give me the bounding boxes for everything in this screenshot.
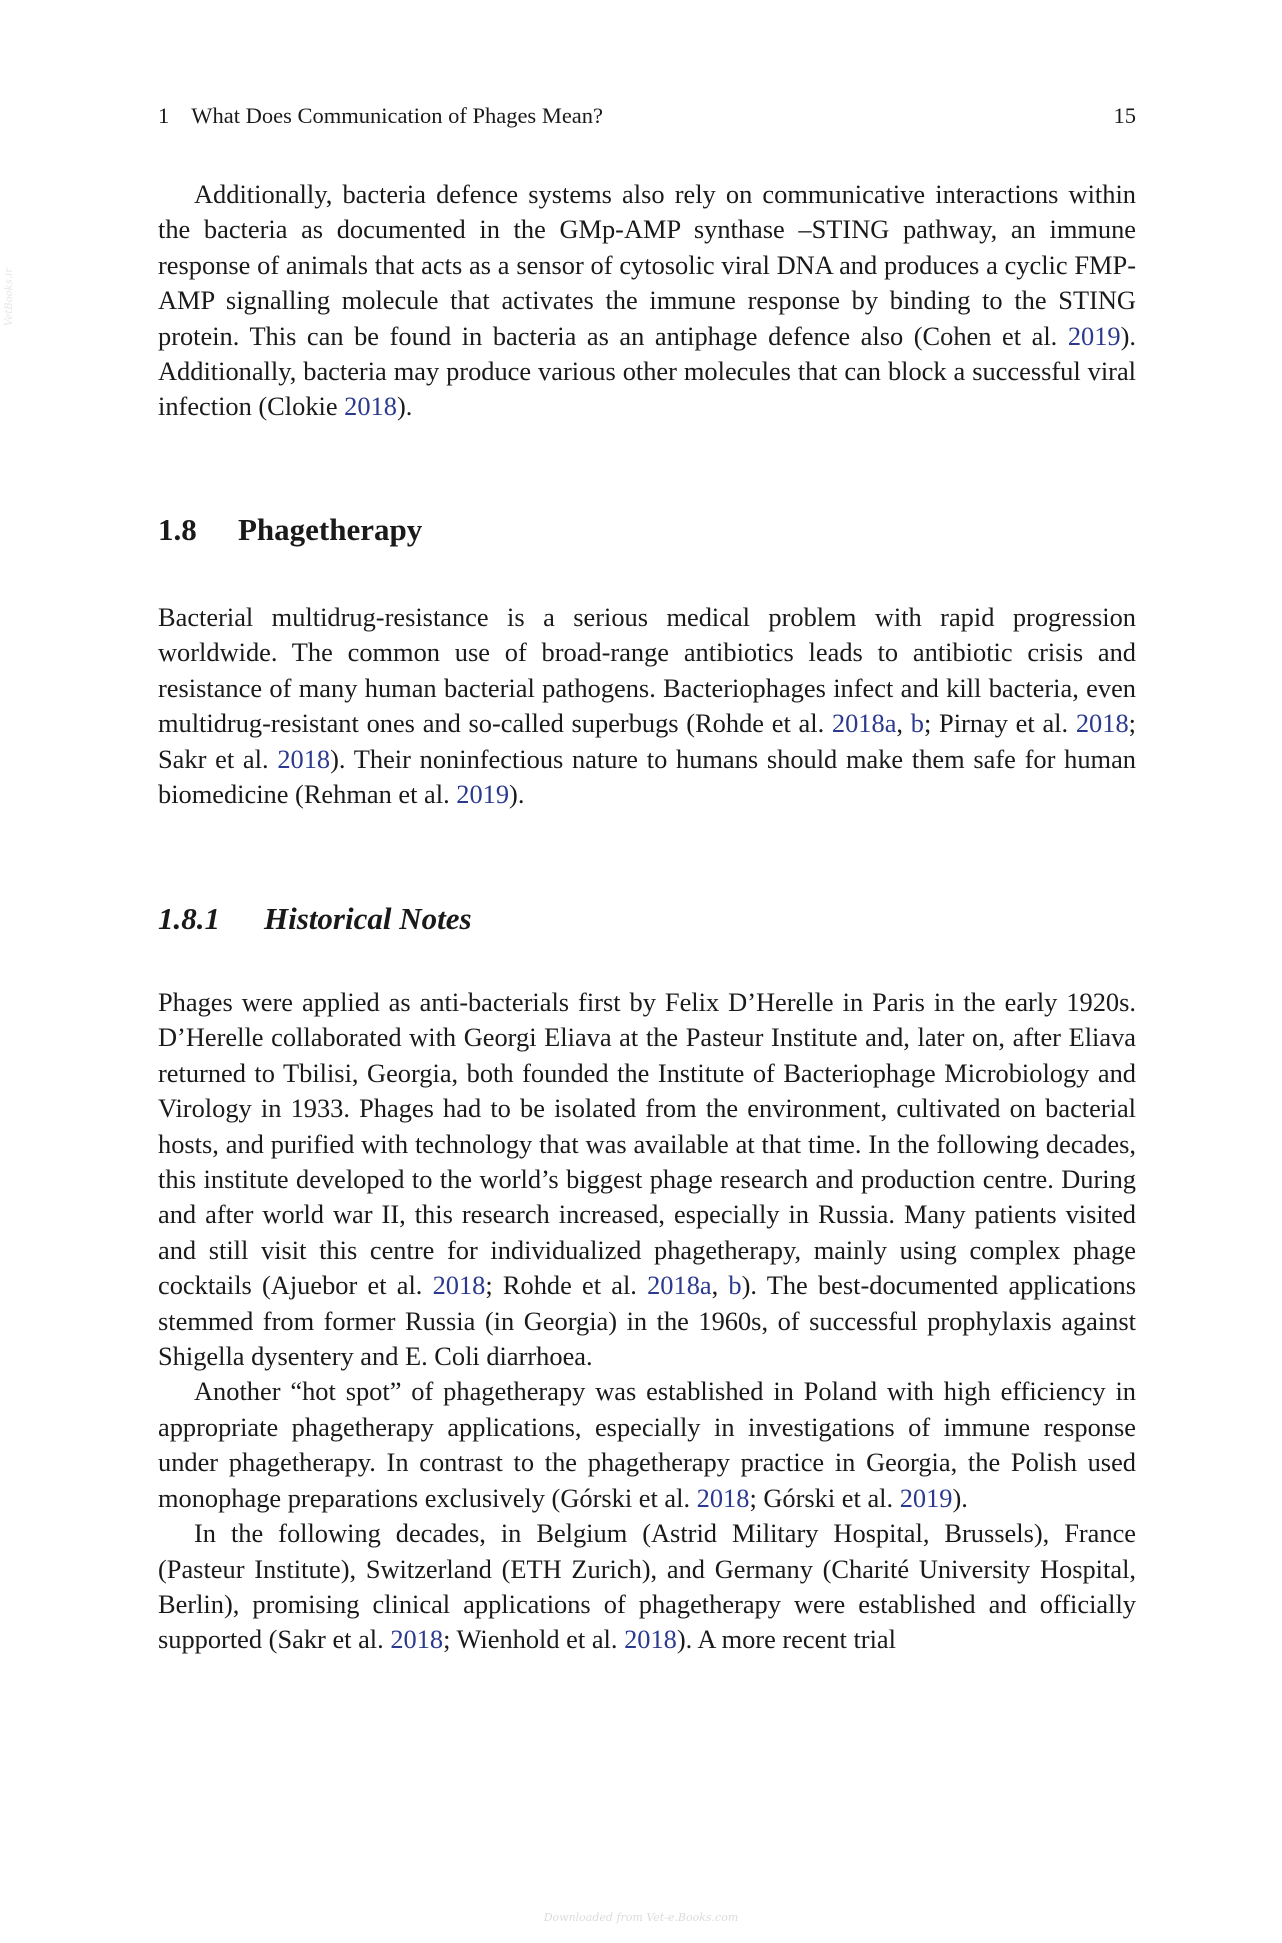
paragraph-defence-systems xyxy=(158,177,1136,425)
citation-link[interactable]: 2018 xyxy=(624,1624,677,1655)
paragraph-text: Bacterial multidrug-resistance is a serious medical problem with rapid progression worldwide. The common use of broad-range antibiotics leads to antibiotic crisis and resistance of many human bacterial pathogens. Bacteriophages infect and kill bacteria, even multidrug-resistant ones and so-called superbugs (Rohde et al. 2018a, b; Pirnay et al. 2018; Sakr et al. 2018). Their noninfectious nature to humans should make them safe for human biomedicine (Rehman et al. 2019). xyxy=(158,602,1136,810)
paragraph-text: Additionally, bacteria defence systems also rely on communicative interactions within the bacteria as documented in the GMp-AMP synthase –STING pathway, an immune response of animals that acts as a sensor of cytosolic viral DNA and produces a cyclic FMP-AMP signalling molecule that activates the immune response by binding to the STING protein. This can be found in bacteria as an antiphage defence also (Cohen et al. 2019). Additionally, bacteria may produce various other molecules that can block a successful viral infection (Clokie 2018). xyxy=(158,179,1136,422)
page-number: 15 xyxy=(1113,103,1136,128)
section-number: 1.8 xyxy=(158,512,197,547)
citation-link[interactable]: 2018 xyxy=(344,391,397,422)
section-heading-phagetherapy xyxy=(158,510,422,550)
footer-watermark: Downloaded from Vet-e.Books.com xyxy=(543,1911,739,1924)
citation-link[interactable]: 2019 xyxy=(1067,320,1121,351)
running-head xyxy=(158,102,1136,130)
citation-link[interactable]: 2018 xyxy=(1075,708,1129,739)
section-title: Phagetherapy xyxy=(238,512,423,547)
citation-link[interactable]: b xyxy=(910,708,924,739)
citation-link[interactable]: 2018 xyxy=(696,1482,750,1513)
citation-link[interactable]: 2018 xyxy=(432,1270,486,1301)
paragraph-dherelle: Phages were applied as anti-bacterials first by Felix D’Herelle in Paris in the early 1920s. D’Herelle collaborated with Georgi Eliava at the Pasteur Institute and, later on, after Eliava returned to Tbilisi, Georgia, both founded the Institute of Bacteriophage Microbiology and Virology in 1933. Phages had to be isolated from the environment, cultivated on bacterial hosts, and purified with technology that was available at that time. In the following decades, this institute developed to the world’s biggest phage research and production centre. During and after world war II, this research increased, especially in Russia. Many patients visited and still visit this centre for individualized phagetherapy, mainly using complex phage cocktails (Ajuebor et al. 2018; Rohde et al. 2018a, b). The best-documented applications stemmed from former Russia (in Georgia) in the 1960s, of successful prophylaxis against Shigella dysentery and E. Coli diarrhoea. xyxy=(158,987,1136,1372)
citation-link[interactable]: 2019 xyxy=(899,1482,953,1513)
subsection-title: Historical Notes xyxy=(264,901,472,936)
paragraph-europe: In the following decades, in Belgium (Astrid Military Hospital, Brussels), France (Pasteur Institute), Switzerland (ETH Zurich), and Germany (Charité University Hospital, Berlin), promising clinical applications of phagetherapy were established and officially supported (Sakr et al. 2018; Wienhold et al. 2018). A more recent trial xyxy=(158,1518,1136,1655)
side-watermark: VetBooks.ir xyxy=(4,268,15,326)
running-head-title xyxy=(158,102,603,130)
citation-link[interactable]: b xyxy=(728,1270,742,1301)
historical-notes-body xyxy=(158,985,1136,1658)
subsection-heading-historical-notes xyxy=(158,899,472,939)
citation-link[interactable]: 2019 xyxy=(456,779,510,810)
citation-link[interactable]: 2018a xyxy=(831,708,897,739)
chapter-title: What Does Communication of Phages Mean? xyxy=(191,103,604,128)
citation-link[interactable]: 2018 xyxy=(390,1624,444,1655)
paragraph-poland: Another “hot spot” of phagetherapy was established in Poland with high efficiency in appropriate phagetherapy applications, especially in investigations of immune response under phagetherapy. In contrast to the phagetherapy practice in Georgia, the Polish used monophage preparations exclusively (Górski et al. 2018; Górski et al. 2019). xyxy=(158,1376,1136,1513)
citation-link[interactable]: 2018a xyxy=(647,1270,712,1301)
chapter-number: 1 xyxy=(158,103,170,128)
subsection-number: 1.8.1 xyxy=(158,901,220,936)
paragraph-multidrug-resistance xyxy=(158,600,1136,812)
citation-link[interactable]: 2018 xyxy=(277,743,331,774)
